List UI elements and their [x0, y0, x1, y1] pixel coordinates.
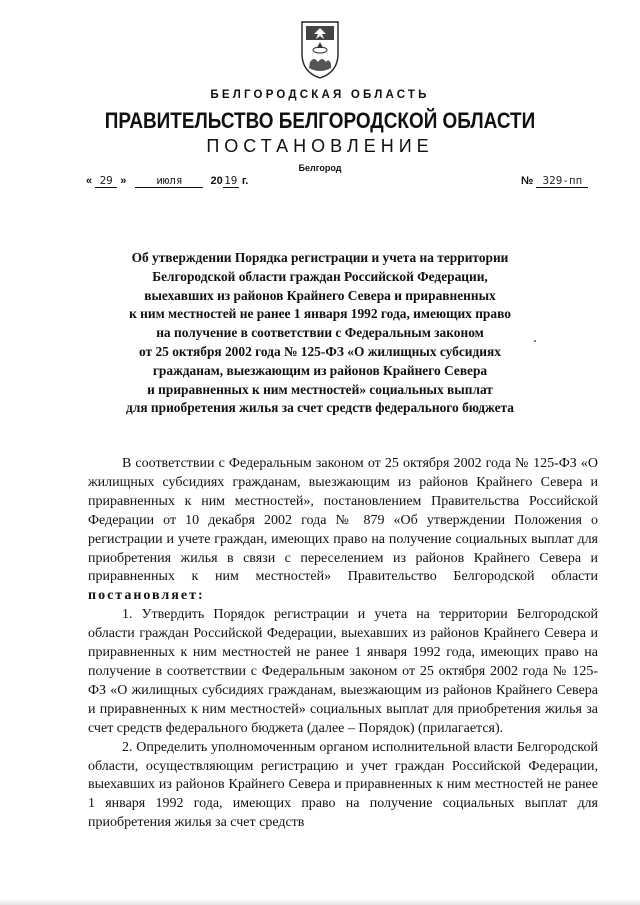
- title-line: на получение в соответствии с Федеральным законом: [156, 325, 484, 341]
- resolves-word: постановляет:: [88, 588, 205, 604]
- title-line: от 25 октября 2002 года № 125-ФЗ «О жилищных субсидиях: [139, 343, 501, 359]
- title-line: гражданам, выезжающим из районов Крайнего Севера: [152, 362, 488, 378]
- date-line: [86, 175, 248, 188]
- title-line: Белгородской области граждан Российской Федерации,: [152, 268, 488, 284]
- preamble-text: В соответствии с Федеральным законом от 25 октября 2002 года № 125-ФЗ «О жилищных субсидиях гражданам, выезжающим из районов Крайнего Севера и приравненных к ним местностей», постановлением Правительства Российской Федерации от 10 декабря 2002 года № 879 «Об утверждении Положения о регистрации и учете граждан, имеющих право на получение социальных выплат для приобретения жилья в связи с переселением из районов Крайнего Севера и приравненных к ним местностей» Правительство Белгородской области: [88, 456, 598, 585]
- date-close-quote: »: [120, 175, 127, 187]
- item-1-paragraph: 1. Утвердить Порядок регистрации и учета на территории Белгородской области граждан Российской Федерации, выехавших из районов Крайнего Севера и приравненных к ним местностей не ранее 1 января 1992 года, имеющих право на получение в соответствии с Федеральным законом от 25 октября 2002 года № 125-ФЗ «О жилищных субсидиях гражданам, выезжающим из районов Крайнего Севера и приравненных к ним местностей» социальных выплат для приобретения жилья за счет средств федерального бюджета (далее – Порядок) (прилагается).: [88, 607, 598, 736]
- document-body: [88, 455, 598, 833]
- coat-of-arms-icon: [296, 18, 344, 82]
- title-line: для приобретения жилья за счет средств федерального бюджета: [126, 400, 514, 416]
- date-day: 29: [95, 175, 117, 188]
- date-open-quote: «: [86, 175, 93, 187]
- preamble-paragraph: [88, 455, 598, 606]
- title-line: к ним местностей не ранее 1 января 1992 года, имеющих право: [129, 306, 511, 322]
- document-title: [100, 249, 540, 418]
- document-type: ПОСТАНОВЛЕНИЕ: [206, 136, 434, 156]
- number-prefix: №: [521, 175, 534, 187]
- region-name: БЕЛГОРОДСКАЯ ОБЛАСТЬ: [210, 89, 430, 101]
- government-name: ПРАВИТЕЛЬСТВО БЕЛГОРОДСКОЙ ОБЛАСТИ: [104, 108, 536, 133]
- page-bottom-edge: [0, 899, 640, 905]
- title-line: выехавших из районов Крайнего Севера и приравненных: [144, 287, 496, 303]
- date-year-prefix: 20: [210, 175, 223, 187]
- city-name: Белгород: [298, 163, 342, 173]
- item-2-paragraph: 2. Определить уполномоченным органом исполнительной власти Белгородской области, осуществляющим регистрацию и учет граждан Российской Федерации, выехавших из районов Крайнего Севера и приравненных к ним местностей не ранее 1 января 1992 года, имеющих право на получение социальных выплат для приобретения жилья за счет средств: [88, 739, 598, 831]
- title-line: Об утверждении Порядка регистрации и учета на территории: [131, 250, 509, 265]
- date-year-unit: г.: [241, 175, 249, 187]
- title-line: и приравненных к ним местностей» социальных выплат: [147, 381, 493, 397]
- document-number: 329-пп: [536, 175, 588, 188]
- date-month: июля: [135, 175, 203, 188]
- scan-speck: [534, 340, 536, 342]
- number-line: [521, 175, 588, 188]
- date-year-suffix: 19: [224, 174, 238, 187]
